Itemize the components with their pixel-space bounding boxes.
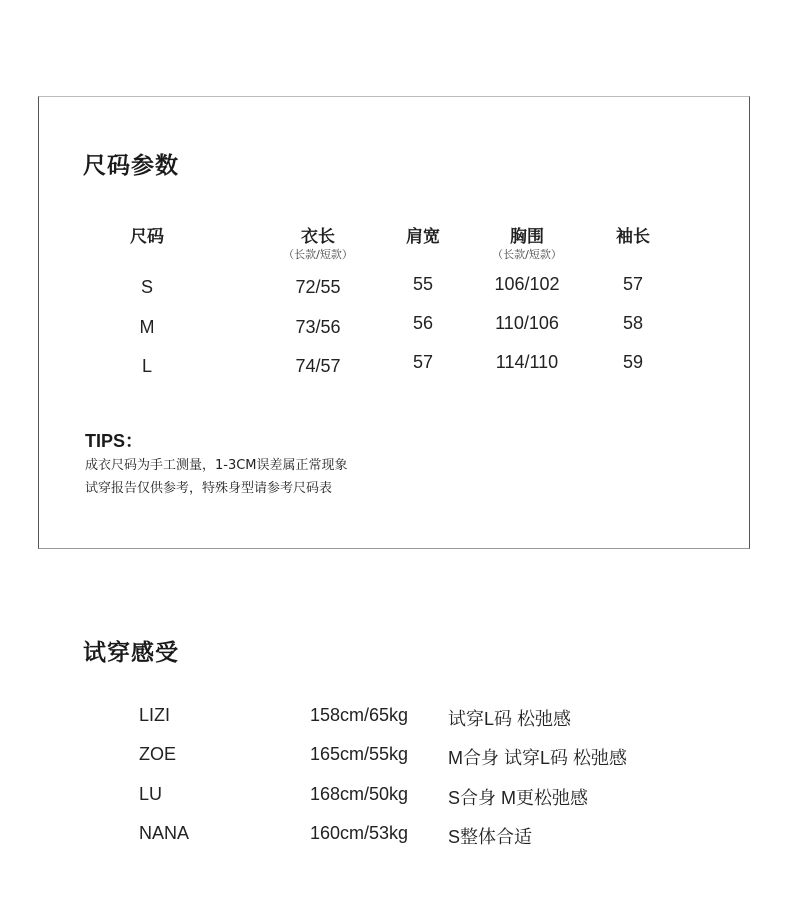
model-measure: 165cm/55kg: [310, 744, 409, 764]
cell-size: M: [139, 317, 155, 337]
fit-row: [0, 705, 790, 729]
model-note: S合身 M更松弛感: [448, 788, 589, 808]
fit-row: [0, 784, 790, 808]
cell-chest: 106/102: [494, 274, 560, 294]
model-measure: 160cm/53kg: [310, 823, 409, 843]
tips-line: 试穿报告仅供参考，特殊身型请参考尺码表: [85, 481, 333, 496]
cell-chest: 114/110: [495, 352, 559, 372]
model-measure: 168cm/50kg: [310, 784, 409, 804]
cell-length: 73/56: [295, 317, 341, 337]
cell-sleeve: 57: [622, 274, 644, 294]
cell-shoulder: 55: [412, 274, 434, 294]
cell-shoulder: 57: [412, 352, 434, 372]
model-name: LU: [139, 784, 163, 804]
cell-size: L: [141, 356, 153, 376]
size-chart-title: 尺码参数: [83, 153, 179, 179]
model-name: LIZI: [139, 705, 171, 725]
tips-line: 成衣尺码为手工测量，1-3CM误差属正常现象: [85, 458, 348, 473]
model-name: NANA: [139, 823, 190, 843]
fit-row: [0, 744, 790, 768]
cell-sleeve: 58: [622, 313, 644, 333]
cell-chest: 110/106: [495, 313, 559, 333]
model-note: M合身 试穿L码 松弛感: [448, 748, 628, 768]
header-sleeve: 袖长: [616, 227, 650, 247]
model-name: ZOE: [139, 744, 177, 764]
cell-sleeve: 59: [622, 352, 644, 372]
model-measure: 158cm/65kg: [310, 705, 409, 725]
header-chest-sub: （长款/短款）: [492, 248, 562, 261]
model-note: 试穿L码 松弛感: [448, 709, 572, 729]
header-length-sub: （长款/短款）: [283, 248, 353, 261]
header-chest: 胸围: [510, 227, 544, 247]
header-length: 衣长: [301, 227, 335, 247]
header-shoulder: 肩宽: [406, 227, 440, 247]
cell-length: 74/57: [295, 356, 341, 376]
model-note: S整体合适: [448, 827, 533, 847]
tips-heading: TIPS：: [85, 431, 144, 451]
cell-shoulder: 56: [412, 313, 434, 333]
header-size: 尺码: [130, 227, 164, 247]
cell-length: 72/55: [295, 277, 341, 297]
cell-size: S: [140, 277, 154, 297]
size-chart-card: [38, 96, 750, 549]
fit-report-title: 试穿感受: [83, 640, 179, 666]
fit-row: [0, 823, 790, 847]
